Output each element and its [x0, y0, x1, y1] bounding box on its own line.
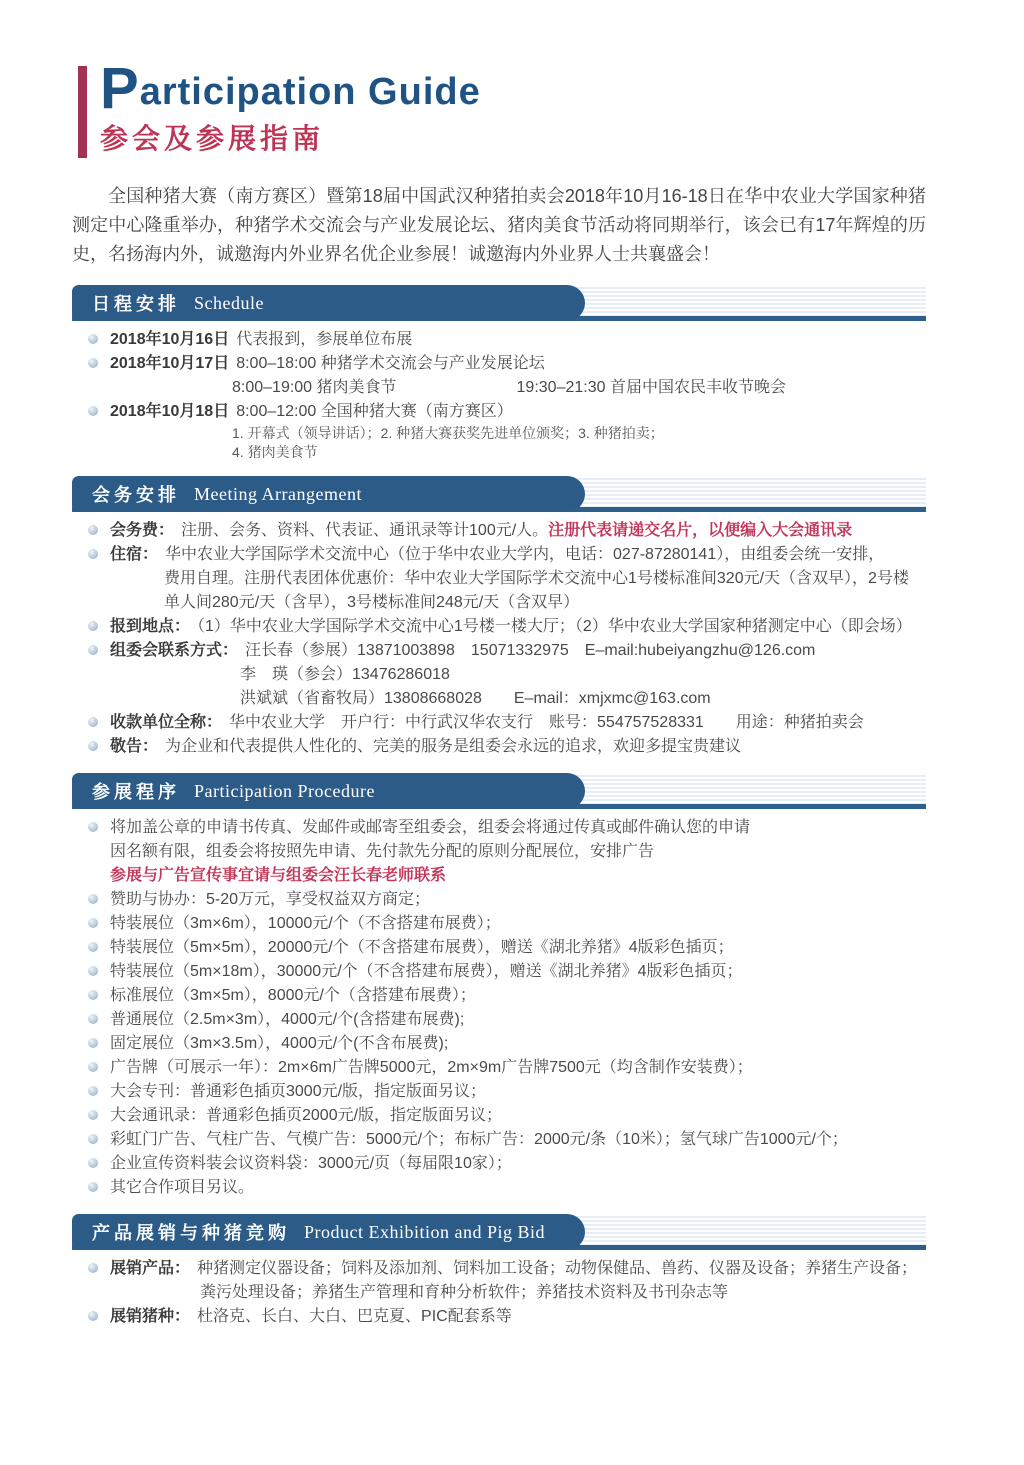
section-header	[72, 285, 926, 321]
item-text: 4. 猪肉美食节	[232, 444, 318, 460]
item-label: 会务费：	[110, 522, 175, 539]
bullet-icon	[88, 1311, 98, 1321]
item-text: 华中农业大学 开户行：中行武汉华农支行 账号：554757528331 用途：种猪拍卖会	[229, 714, 864, 731]
section	[72, 476, 926, 757]
list-item	[72, 913, 926, 934]
item-label: 2018年10月16日	[110, 331, 230, 348]
section-header-pill	[72, 773, 585, 809]
item-text: 单人间280元/天（含早），3号楼标准间248元/天（含双早）	[164, 594, 580, 611]
item-text: 8:00–12:00 全国种猪大赛（南方赛区）	[236, 403, 513, 420]
section-title-zh: 日程安排	[92, 294, 180, 314]
list-item	[72, 444, 926, 460]
item-label: 2018年10月17日	[110, 355, 230, 372]
item-text: 注册、会务、资料、代表证、通讯录等计100元/人。	[181, 522, 549, 539]
list-item	[72, 401, 926, 422]
item-text: 1. 开幕式（领导讲话）；2. 种猪大赛获奖先进单位颁奖；3. 种猪拍卖；	[232, 425, 664, 441]
list-item	[72, 841, 926, 862]
section	[72, 285, 926, 460]
list-item	[72, 520, 926, 541]
section-title-zh: 参展程序	[92, 782, 180, 802]
section	[72, 1214, 926, 1327]
item-text: 为企业和代表提供人性化的、完美的服务是组委会永远的追求，欢迎多提宝贵建议	[165, 738, 742, 755]
bullet-icon	[88, 334, 98, 344]
bullet-icon	[88, 1182, 98, 1192]
bullet-icon	[88, 990, 98, 1000]
item-text: 8:00–19:00 猪肉美食节	[232, 379, 397, 396]
bullet-icon	[88, 1134, 98, 1144]
section-items	[72, 329, 926, 460]
page-title-rest: articipation Guide	[139, 71, 481, 113]
item-text: 企业宣传资料装会议资料袋：3000元/页（每届限10家）；	[110, 1155, 512, 1172]
section-header	[72, 476, 926, 512]
page-header	[78, 56, 926, 158]
bullet-icon	[88, 645, 98, 655]
section-title-en: Meeting Arrangement	[194, 483, 362, 504]
list-item	[72, 664, 926, 685]
item-text: 汪长春（参展）13871003898 15071332975 E–mail:hubeiyangzhu@126.com	[245, 642, 816, 659]
section-header-pill	[72, 476, 585, 512]
section-title-zh: 会务安排	[92, 485, 180, 505]
list-item	[72, 1177, 926, 1198]
bullet-icon	[88, 1014, 98, 1024]
item-text: 种猪测定仪器设备；饲料及添加剂、饲料加工设备；动物保健品、兽药、仪器及设备；养猪生产设备；	[197, 1260, 918, 1277]
bullet-icon	[88, 894, 98, 904]
item-text: 固定展位（3m×3.5m），4000元/个(不含布展费);	[110, 1035, 449, 1052]
item-text: 因名额有限，组委会将按照先申请、先付款先分配的原则分配展位，安排广告	[110, 843, 655, 860]
list-item	[72, 937, 926, 958]
section	[72, 773, 926, 1198]
bullet-icon	[88, 358, 98, 368]
item-text: 赞助与协办：5-20万元，享受权益双方商定；	[110, 891, 431, 908]
item-highlight-text: 参展与广告宣传事宜请与组委会汪长春老师联系	[110, 867, 447, 884]
list-item	[72, 961, 926, 982]
list-item	[72, 640, 926, 661]
item-label: 展销产品：	[110, 1260, 191, 1277]
sections	[72, 285, 926, 1327]
item-text: 将加盖公章的申请书传真、发邮件或邮寄至组委会，组委会将通过传真或邮件确认您的申请	[110, 819, 751, 836]
item-label: 2018年10月18日	[110, 403, 230, 420]
item-label: 报到地点：	[110, 618, 191, 635]
list-item	[72, 688, 926, 709]
list-item	[72, 712, 926, 733]
item-text: 8:00–18:00 种猪学术交流会与产业发展论坛	[236, 355, 545, 372]
item-text: 标准展位（3m×5m），8000元/个（含搭建布展费）；	[110, 987, 476, 1004]
section-header-pill	[72, 1214, 585, 1250]
item-text: 特装展位（5m×18m），30000元/个（不含搭建布展费），赠送《湖北养猪》4版彩色插页；	[110, 963, 743, 980]
intro-paragraph: 全国种猪大赛（南方赛区）暨第18届中国武汉种猪拍卖会2018年10月16-18日在华中农业大学国家种猪测定中心隆重举办，种猪学术交流会与产业发展论坛、猪肉美食节活动将同期举行，该会已有17年辉煌的历史，名扬海内外，诚邀海内外业界名优企业参展！诚邀海内外业界人士共襄盛会！	[72, 186, 926, 264]
page	[0, 56, 1024, 1465]
section-title-en: Schedule	[194, 292, 264, 313]
list-item	[72, 1282, 926, 1303]
list-item	[72, 616, 926, 637]
item-text: 19:30–21:30 首届中国农民丰收节晚会	[516, 379, 786, 396]
item-text: 其它合作项目另议。	[110, 1179, 255, 1196]
list-item	[72, 889, 926, 910]
list-item	[72, 1081, 926, 1102]
bullet-icon	[88, 822, 98, 832]
list-item	[72, 817, 926, 838]
bullet-icon	[88, 1110, 98, 1120]
item-text: 华中农业大学国际学术交流中心（位于华中农业大学内，电话：027-87280141），由组委会统一安排，	[165, 546, 885, 563]
bullet-icon	[88, 549, 98, 559]
list-item	[72, 985, 926, 1006]
bullet-icon	[88, 406, 98, 416]
list-item	[72, 377, 926, 398]
list-item	[72, 1129, 926, 1150]
list-item	[72, 1306, 926, 1327]
page-title-en	[100, 56, 481, 121]
bullet-icon	[88, 1062, 98, 1072]
item-text: 粪污处理设备；养猪生产管理和育种分析软件；养猪技术资料及书刊杂志等	[200, 1284, 729, 1301]
list-item	[72, 568, 926, 589]
list-item	[72, 1258, 926, 1279]
list-item	[72, 329, 926, 350]
list-item	[72, 425, 926, 441]
list-item	[72, 544, 926, 565]
list-item	[72, 592, 926, 613]
item-text: 特装展位（5m×5m），20000元/个（不含搭建布展费），赠送《湖北养猪》4版彩色插页；	[110, 939, 734, 956]
bullet-icon	[88, 1158, 98, 1168]
item-text: 彩虹门广告、气柱广告、气模广告：5000元/个；布标广告：2000元/条（10米）；氢气球广告1000元/个；	[110, 1131, 848, 1148]
item-text: 洪斌斌（省畜牧局）13808668028 E–mail：xmjxmc@163.com	[240, 690, 711, 707]
section-header-pill	[72, 285, 585, 321]
list-item	[72, 865, 926, 886]
section-header	[72, 1214, 926, 1250]
section-title-en: Product Exhibition and Pig Bid	[304, 1221, 546, 1242]
item-text: 特装展位（3m×6m），10000元/个（不含搭建布展费）；	[110, 915, 501, 932]
item-text: 广告牌（可展示一年）：2m×6m广告牌5000元，2m×9m广告牌7500元（均含制作安装费）；	[110, 1059, 753, 1076]
page-title-zh: 参会及参展指南	[100, 123, 325, 154]
item-text: 大会专刊：普通彩色插页3000元/版，指定版面另议；	[110, 1083, 487, 1100]
bullet-icon	[88, 741, 98, 751]
list-item	[72, 1009, 926, 1030]
section-title-zh: 产品展销与种猪竞购	[92, 1223, 290, 1243]
section-items	[72, 1258, 926, 1327]
bullet-icon	[88, 966, 98, 976]
item-label: 组委会联系方式：	[110, 642, 239, 659]
item-label: 住宿：	[110, 546, 159, 563]
bullet-icon	[88, 942, 98, 952]
bullet-icon	[88, 525, 98, 535]
item-text: 李 瑛（参会）13476286018	[240, 666, 450, 683]
bullet-icon	[88, 717, 98, 727]
list-item	[72, 1105, 926, 1126]
bullet-icon	[88, 918, 98, 928]
bullet-icon	[88, 1038, 98, 1048]
item-highlight-text: 注册代表请递交名片，以便编入大会通讯录	[548, 522, 853, 539]
item-text: 大会通讯录：普通彩色插页2000元/版，指定版面另议；	[110, 1107, 503, 1124]
item-text: 普通展位（2.5m×3m），4000元/个(含搭建布展费);	[110, 1011, 465, 1028]
list-item	[72, 1153, 926, 1174]
item-text: 代表报到，参展单位布展	[236, 331, 413, 348]
item-label: 展销猪种：	[110, 1308, 191, 1325]
title-block	[100, 56, 481, 158]
section-items	[72, 520, 926, 757]
list-item	[72, 736, 926, 757]
title-accent-bar	[78, 66, 87, 158]
bullet-icon	[88, 1263, 98, 1273]
section-header	[72, 773, 926, 809]
item-text: 杜洛克、长白、大白、巴克夏、PIC配套系等	[197, 1308, 512, 1325]
list-item	[72, 353, 926, 374]
list-item	[72, 1033, 926, 1054]
section-title-en: Participation Procedure	[194, 780, 375, 801]
list-item	[72, 1057, 926, 1078]
item-label: 敬告：	[110, 738, 159, 755]
item-text: 费用自理。注册代表团体优惠价：华中农业大学国际学术交流中心1号楼标准间320元/天（含双早），2号楼	[164, 570, 909, 587]
bullet-icon	[88, 621, 98, 631]
bullet-icon	[88, 1086, 98, 1096]
section-items	[72, 817, 926, 1198]
item-text: （1）华中农业大学国际学术交流中心1号楼一楼大厅；（2）华中农业大学国家种猪测定中心（即会场）	[197, 618, 912, 635]
item-label: 收款单位全称：	[110, 714, 223, 731]
page-title-initial: P	[100, 56, 140, 121]
